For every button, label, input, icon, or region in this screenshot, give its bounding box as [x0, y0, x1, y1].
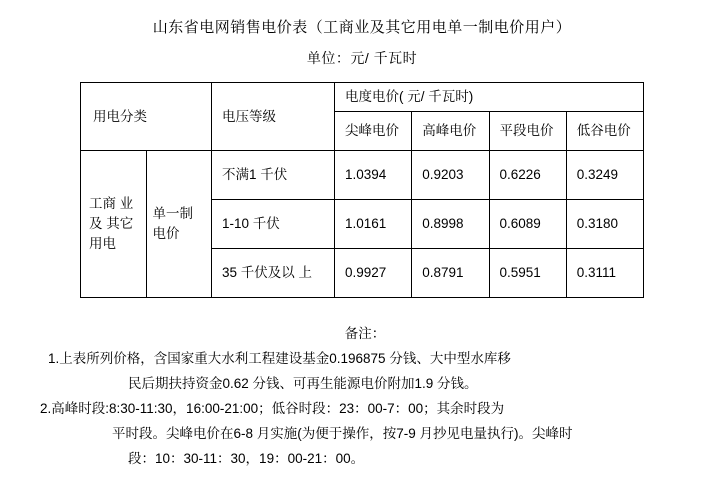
- note-line-2: 民后期扶持资金0.62 分钱、可再生能源电价附加1.9 分钱。: [128, 376, 478, 392]
- electricity-price-table: [80, 82, 644, 298]
- page-title: 山东省电网销售电价表（工商业及其它用电单一制电价用户）: [152, 19, 572, 36]
- price-flat: 0.6226: [489, 151, 566, 200]
- price-peak: 0.9203: [412, 151, 489, 200]
- table-header-row: [81, 83, 644, 112]
- note-line-5: 段：10：30-11：30，19：00-21：00。: [128, 451, 365, 467]
- price-peak: 0.8998: [412, 200, 489, 249]
- voltage-cell: 不满1 千伏: [212, 151, 335, 200]
- price-top-peak: 1.0394: [335, 151, 412, 200]
- document-page: [0, 16, 724, 497]
- voltage-cell: 35 千伏及以 上: [212, 249, 335, 298]
- header-voltage: 电压等级: [212, 83, 335, 151]
- price-valley: 0.3249: [566, 151, 643, 200]
- table-row: [81, 151, 644, 200]
- subheader-flat: 平段电价: [489, 112, 566, 151]
- header-category: 用电分类: [81, 83, 212, 151]
- voltage-cell: 1-10 千伏: [212, 200, 335, 249]
- sub-category-cell: 单一制 电价: [146, 151, 212, 298]
- subheader-peak: 高峰电价: [412, 112, 489, 151]
- price-top-peak: 1.0161: [335, 200, 412, 249]
- price-peak: 0.8791: [412, 249, 489, 298]
- unit-subtitle: 单位：元/ 千瓦时: [306, 50, 418, 66]
- note-line-3: 2.高峰时段:8:30-11:30，16:00-21:00；低谷时段：23：00-7：00；其余时段为: [40, 401, 505, 417]
- note-line-4: 平时段。尖峰电价在6-8 月实施(为便于操作，按7-9 月抄见电量执行)。尖峰时: [112, 426, 573, 442]
- price-valley: 0.3111: [566, 249, 643, 298]
- notes-section: [0, 322, 724, 472]
- price-top-peak: 0.9927: [335, 249, 412, 298]
- price-flat: 0.6089: [489, 200, 566, 249]
- note-line-1: 1.上表所列价格，含国家重大水利工程建设基金0.196875 分钱、大中型水库移: [48, 351, 511, 367]
- subheader-valley: 低谷电价: [566, 112, 643, 151]
- price-flat: 0.5951: [489, 249, 566, 298]
- price-valley: 0.3180: [566, 200, 643, 249]
- subheader-peak-top: 尖峰电价: [335, 112, 412, 151]
- header-energy-price: 电度电价( 元/ 千瓦时): [335, 83, 644, 112]
- notes-heading: 备注：: [344, 326, 386, 342]
- category-cell: 工商 业及 其它 用电: [81, 151, 147, 298]
